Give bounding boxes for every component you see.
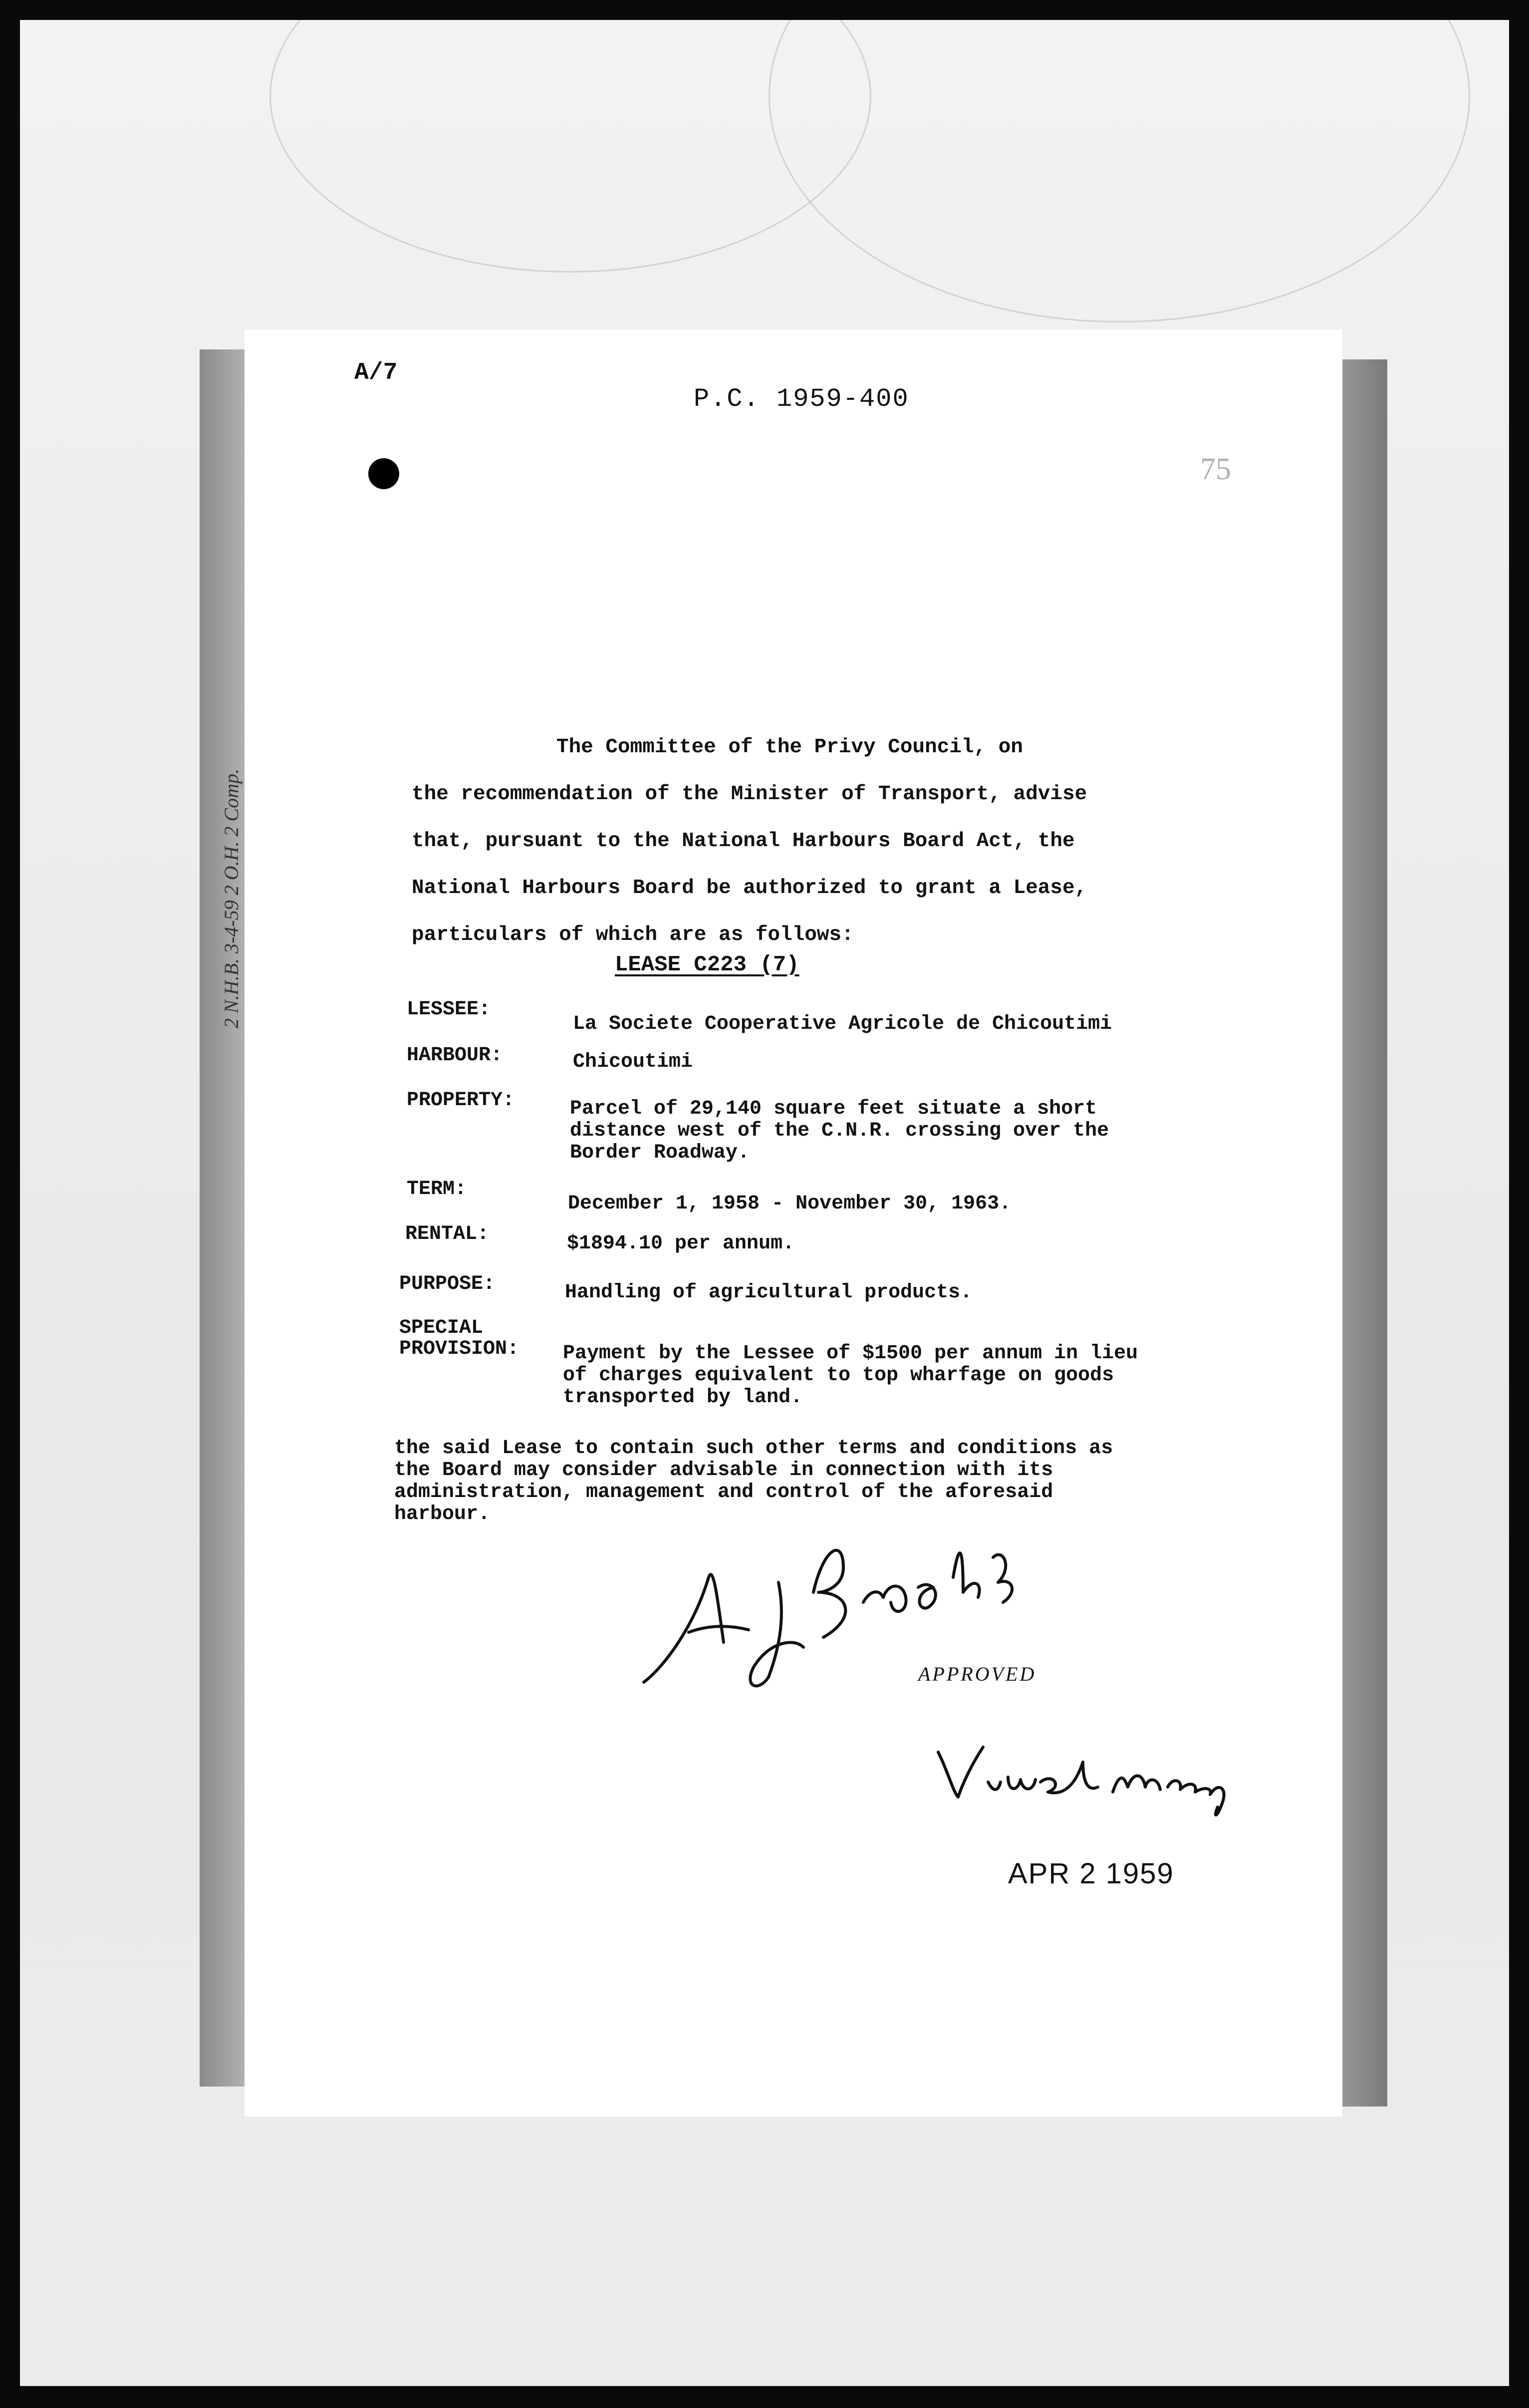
special-line: of charges equivalent to top wharfage on goods: [563, 1364, 1114, 1387]
property-line: distance west of the C.N.R. crossing over the: [570, 1120, 1109, 1142]
property-value: [570, 1098, 1109, 1164]
property-label: PROPERTY:: [407, 1089, 515, 1112]
margin-note: 2 N.H.B. 3-4-59 2 O.H. 2 Comp.: [220, 769, 243, 1028]
lessee-label: LESSEE:: [407, 998, 491, 1021]
film-scratch: [269, 20, 871, 273]
corner-reference: A/7: [354, 359, 398, 386]
intro-line: the recommendation of the Minister of Transport, advise: [412, 783, 1087, 806]
special-label-line: PROVISION:: [399, 1338, 519, 1360]
special-line: transported by land.: [563, 1386, 803, 1409]
page-shadow-left: [200, 349, 250, 2087]
harbour-label: HARBOUR:: [407, 1044, 503, 1067]
date-stamp: APR 2 1959: [1008, 1857, 1174, 1890]
closing-line: the Board may consider advisable in connection with its: [394, 1459, 1053, 1482]
property-line: Border Roadway.: [570, 1142, 750, 1164]
film-scratch: [768, 20, 1470, 322]
purpose-label: PURPOSE:: [399, 1273, 496, 1295]
special-line: Payment by the Lessee of $1500 per annum in lieu: [563, 1342, 1138, 1365]
term-label: TERM:: [407, 1178, 467, 1201]
harbour-value: Chicoutimi: [573, 1051, 693, 1073]
purpose-value: Handling of agricultural products.: [565, 1281, 973, 1304]
approved-label: APPROVED: [918, 1663, 1036, 1685]
term-value: December 1, 1958 - November 30, 1963.: [568, 1193, 1012, 1215]
rental-label: RENTAL:: [405, 1223, 490, 1245]
closing-line: the said Lease to contain such other terms and conditions as: [394, 1437, 1113, 1460]
closing-line: harbour.: [394, 1503, 491, 1525]
signature-massey: [933, 1732, 1243, 1822]
special-provision-label: [399, 1318, 519, 1360]
intro-line: National Harbours Board be authorized to grant a Lease,: [412, 877, 1087, 900]
intro-paragraph: [412, 724, 1087, 958]
rental-value: $1894.10 per annum.: [567, 1232, 795, 1255]
folio-number: 75: [1200, 452, 1231, 486]
punch-hole: [368, 458, 399, 489]
intro-line: The Committee of the Privy Council, on: [556, 736, 1023, 759]
lessee-value: La Societe Cooperative Agricole de Chicoutimi: [573, 1013, 1112, 1035]
special-provision-value: [563, 1343, 1138, 1409]
lease-title: LEASE C223 (7): [615, 952, 799, 977]
closing-paragraph: [394, 1438, 1113, 1525]
intro-line: that, pursuant to the National Harbours Board Act, the: [412, 830, 1075, 853]
order-number: P.C. 1959-400: [694, 384, 909, 414]
special-label-line: SPECIAL: [399, 1317, 484, 1339]
closing-line: administration, management and control of the aforesaid: [394, 1481, 1053, 1504]
property-line: Parcel of 29,140 square feet situate a short: [570, 1098, 1097, 1120]
intro-line: particulars of which are as follows:: [412, 923, 854, 946]
